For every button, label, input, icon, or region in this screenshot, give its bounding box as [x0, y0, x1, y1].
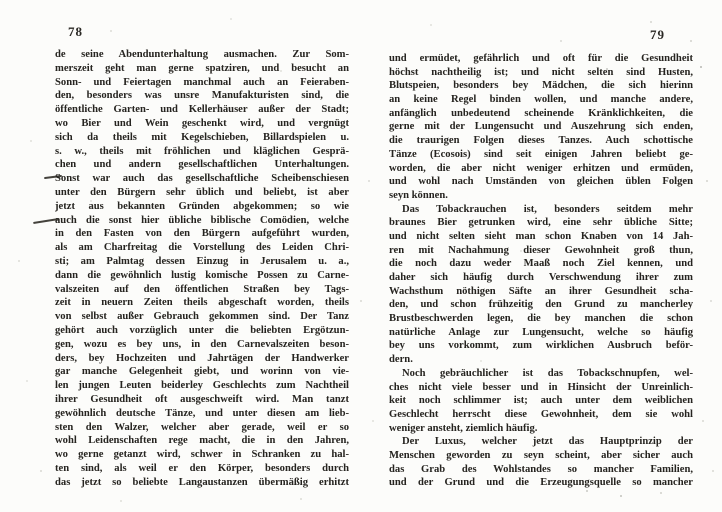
text-line: dern.: [389, 354, 413, 366]
text-line: von selbst außer Gebrauch gekommen sind. Der Tanz: [55, 311, 349, 323]
text-line: daher sich häufig durch Verschwendung ihrer zum: [389, 272, 693, 283]
text-line: Sonn- und Feiertagen manchmal auch an Feieraben-: [55, 76, 349, 88]
text-line: Menschen geworden zu seyn scheint, aber sicher auch: [389, 449, 693, 461]
page-number-left: 78: [68, 24, 83, 39]
text-line: gerne mit der Lungensucht und Auszehrung sich enden,: [389, 121, 693, 133]
text-line: dann die gewöhnlich lustig komische Possen zu Carne-: [55, 269, 349, 281]
text-line: gehört auch vorzüglich unter die beliebten Ergötzun-: [55, 324, 349, 336]
text-line: Noch gebräuchlicher ist das Tobackschnupfen, wel-: [402, 367, 693, 379]
text-line: Blutspeien, besonders bey Mädchen, die sich hierinn: [389, 80, 693, 92]
text-line: das Grab des Wohlstandes so mancher Familien,: [389, 463, 693, 475]
text-line: den, und schon frühzeitig den Grund zu mancherley: [389, 299, 693, 311]
text-line: Geschlecht herrscht diese Gewohnheit, dem sie wohl: [389, 408, 693, 420]
text-line: s. w., theils mit fröhlichen und kläglichen Gesprä-: [55, 145, 349, 157]
text-line: als am Charfreitag die Vorstellung des Leiden Chri-: [55, 242, 349, 254]
text-line: chen und andern gesellschaftlichen Unterhaltungen.: [55, 159, 349, 171]
text-line: sich da theils mit Kegelschieben, Billardspielen u.: [55, 131, 349, 143]
text-line: anfänglich unbedeutend scheinende Kränklichkeiten, die: [389, 107, 693, 119]
text-line: Wachsthum nöthigen Säfte an ihrer Gesundheit scha-: [389, 285, 693, 297]
left-page-text: [55, 48, 349, 490]
text-line: ches nicht viele besser und in Hinsicht der Unreinlich-: [389, 381, 693, 393]
text-line: auch die sonst hier übliche biblische Comödien, welche: [55, 214, 349, 226]
text-line: merszeit geht man gerne spatziren, und besucht an: [55, 62, 349, 74]
text-line: und der Grund und die Erzeugungsquelle so mancher: [389, 477, 693, 489]
text-line: wohl Leidenschaften rege macht, die in den Jahren,: [55, 435, 349, 447]
text-line: gewöhnlich deutsche Tänze, und unter diesen am lieb-: [55, 407, 349, 419]
text-line: len jungen Leuten beiderley Geschlechts zum Nachtheil: [55, 380, 349, 392]
text-line: natürliche Anlage zur Lungensucht, welche so häufig: [389, 326, 693, 338]
text-line: öffentliche Garten- und Kellerhäuser außer der Stadt;: [55, 104, 349, 116]
text-line: die noch dazu weder Maaß noch Ziel kennen, und: [389, 258, 693, 270]
text-line: seyn können.: [389, 189, 448, 201]
text-line: und ermüdet, gefährlich und oft für die Gesundheit: [389, 53, 693, 64]
text-line: bey uns vorkommt, zum wirklichen Ausbruch beför-: [389, 340, 693, 352]
text-line: de seine Abendunterhaltung ausmachen. Zur Som-: [55, 49, 349, 60]
text-line: Sonst war auch das gesellschaftliche Scheibenschiesen: [55, 173, 349, 185]
page-number-right: 79: [650, 27, 665, 42]
text-line: die traurigen Folgen dieses Tanzes. Auch schottische: [389, 135, 693, 147]
text-line: und wohl nach Umständen von gleichen üblen Folgen: [389, 176, 693, 188]
text-line: an keine Regel binden wollen, und manche andere,: [389, 94, 693, 106]
text-line: worden, die aber nicht weniger erhitzen und ermüden,: [389, 162, 693, 174]
text-line: ders, bey Hochzeiten und Jahrtägen der Handwerker: [55, 352, 349, 364]
text-line: sti; am Palmtag dessen Einzug in Jerusalem u. a.,: [55, 255, 349, 267]
text-line: ren mit Nachahmung dieser Gewohnheit groß thun,: [389, 244, 693, 256]
text-line: in den Fasten von den Bürgern aufgeführt wurden,: [55, 228, 349, 240]
text-line: keit noch schlimmer ist; auch unter dem weiblichen: [389, 395, 693, 407]
text-line: braunes Bier getrunken wird, eine sehr übliche Sitte;: [389, 217, 693, 229]
text-line: jetzt aus bekannten Gründen abgekommen; so wie: [55, 200, 349, 212]
text-line: Das Tobackrauchen ist, besonders seitdem mehr: [402, 203, 693, 215]
scan-noise: [0, 0, 2, 2]
text-line: unter den Bürgern sehr üblich und beliebt, ist aber: [55, 186, 349, 198]
text-line: wo Bier und Wein geschenkt wird, und vergnügt: [55, 117, 349, 129]
text-line: Tänze (Ecosois) sind seit einigen Jahren beliebt ge-: [389, 148, 693, 160]
text-line: weniger ansteht, ziemlich häufig.: [389, 422, 538, 434]
text-line: wo gerne getanzt wird, schwer in Schranken zu hal-: [55, 449, 349, 461]
text-line: zeit in neuern Zeiten theils abgeschaft worden, theils: [55, 297, 349, 309]
text-line: ten sind, als weil er den Körper, besonders durch: [55, 462, 349, 474]
text-line: valszeiten auf den öffentlichen Straßen bey Tags-: [55, 283, 349, 295]
text-line: gen, wozu es bey uns, in den Carnevalszeiten beson-: [55, 338, 349, 350]
text-line: höchst nachtheilig ist; und nicht selten sind Husten,: [389, 66, 693, 78]
text-line: sten den Walzer, welcher aber gerade, weil er so: [55, 421, 349, 433]
text-line: den, besonders was unsre Manufakturisten sind, die: [55, 90, 349, 102]
text-line: Der Luxus, welcher jetzt das Hauptprinzip der: [402, 436, 693, 448]
text-line: Brustbeschwerden legen, die bey manchen die schon: [389, 313, 693, 325]
text-line: ihrer Gesundheit oft ausgeschweift wird. Man tanzt: [55, 393, 349, 405]
text-line: und nicht selten sieht man schon Knaben von 14 Jah-: [389, 230, 693, 242]
right-page-text: [389, 52, 693, 490]
text-line: gar manche Gelegenheit giebt, und worinn von vie-: [55, 366, 349, 378]
text-line: das jetzt so beliebte Langaustanzen übermäßig erhitzt: [55, 476, 349, 488]
